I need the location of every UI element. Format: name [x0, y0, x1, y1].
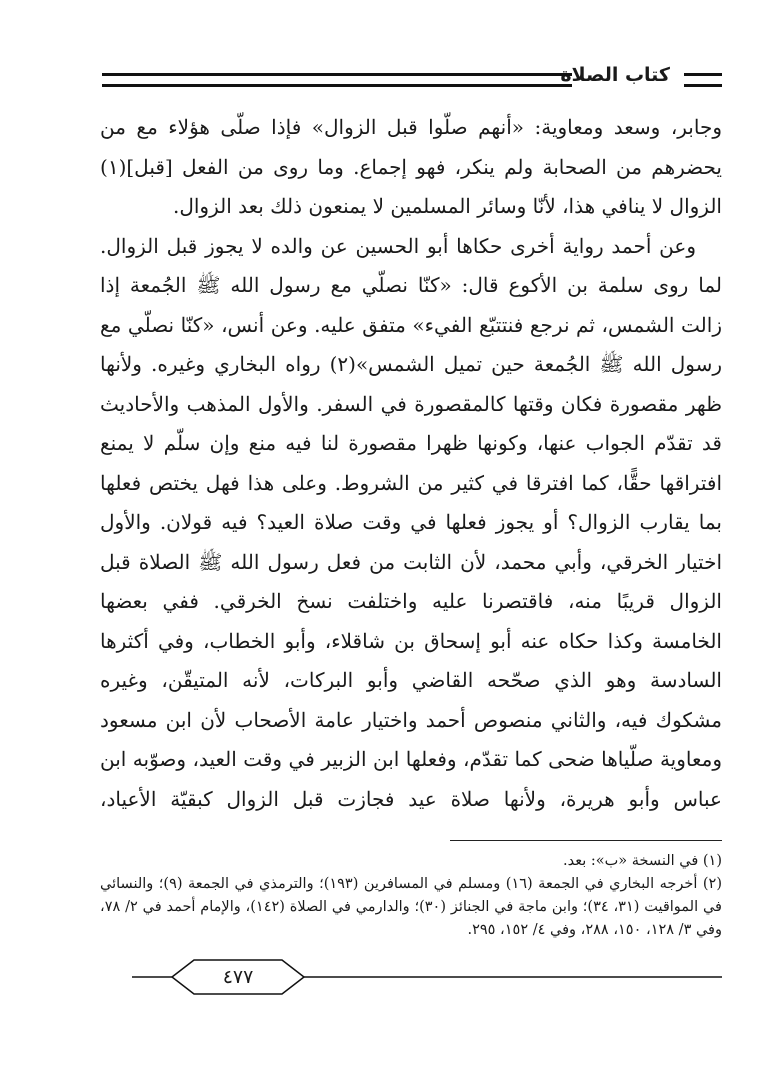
header-rule: [102, 73, 572, 87]
footnote: (١) في النسخة «ب»: بعد.: [563, 853, 722, 869]
main-text: [100, 108, 722, 819]
header-title: كتاب الصلاة: [560, 64, 670, 86]
paragraph: وجابر، وسعد ومعاوية: «أنهم صلّوا قبل الزوال» فإذا صلّى هؤلاء مع من يحضرهم من الصحابة ولم ينكر، فهو إجماع. وما روى من الفعل [قبل](١) الزوال لا ينافي هذا، لأنّا وسائر المسلمين لا يمنعون ذلك بعد الزوال.: [100, 115, 722, 218]
footnotes: [100, 850, 722, 942]
paragraph: وعن أحمد رواية أخرى حكاها أبو الحسين عن والده لا يجوز قبل الزوال. لما روى سلمة بن الأكوع قال: «كنّا نصلّي مع رسول الله ﷺ الجُمعة إذا زالت الشمس، ثم نرجع فنتتبّع الفيء» متفق عليه. وعن أنس، «كنّا نصلّي مع رسول الله ﷺ الجُمعة حين تميل الشمس»(٢) رواه البخاري وغيره. ولأنها ظهر مقصورة فكان وقتها كالمقصورة في السفر. والأول المذهب والأحاديث قد تقدّم الجواب عنها، وكونها ظهرا مقصورة لنا فيه منع وإن سلّم لا يمنع افتراقها حقًّا، كما افترقا في كثير من الشروط. وعلى هذا فهل يختص فعلها بما يقارب الزوال؟ أو يجوز فعلها في وقت صلاة العيد؟ فيه قولان. والأول اختيار الخرقي، وأبي محمد، لأن الثابت من فعل رسول الله ﷺ الصلاة قبل الزوال قريبًا منه، فاقتصرنا عليه واختلفت نسخ الخرقي. ففي بعضها الخامسة وكذا حكاه عنه أبو إسحاق بن شاقلاء، وأبو الخطاب، وفي أكثرها السادسة وهو الذي صحّحه القاضي وأبو البركات، لأنه المتيقّن، وغيره مشكوك فيه، والثاني منصوص أحمد واختيار عامة الأصحاب لأن ابن مسعود ومعاوية صلّياها ضحى كما تقدّم، وفعلها ابن الزبير في وقت العيد، وصوّبه ابن عباس وأبو هريرة، ولأنها صلاة عيد فجازت قبل الزوال كبقيّة الأعياد،: [100, 233, 722, 811]
footnote: (٢) أخرجه البخاري في الجمعة (١٦) ومسلم في المسافرين (١٩٣)؛ والترمذي في الجمعة (٩)؛ والنسائي في المواقيت (٣١، ٣٤)؛ وابن ماجة في الجنائز (٣٠)؛ والدارمي في الصلاة (١٤٢)، والإمام أحمد في ٢/ ٧٨، وفي ٣/ ١٢٨، ١٥٠، ٢٨٨، وفي ٤/ ١٥٢، ٢٩٥.: [100, 876, 722, 938]
page-number-frame: [132, 957, 722, 997]
page-number: ٤٧٧: [222, 966, 254, 988]
running-header: [102, 64, 722, 94]
footnote-separator: [450, 840, 722, 841]
header-ornament: [684, 73, 722, 87]
